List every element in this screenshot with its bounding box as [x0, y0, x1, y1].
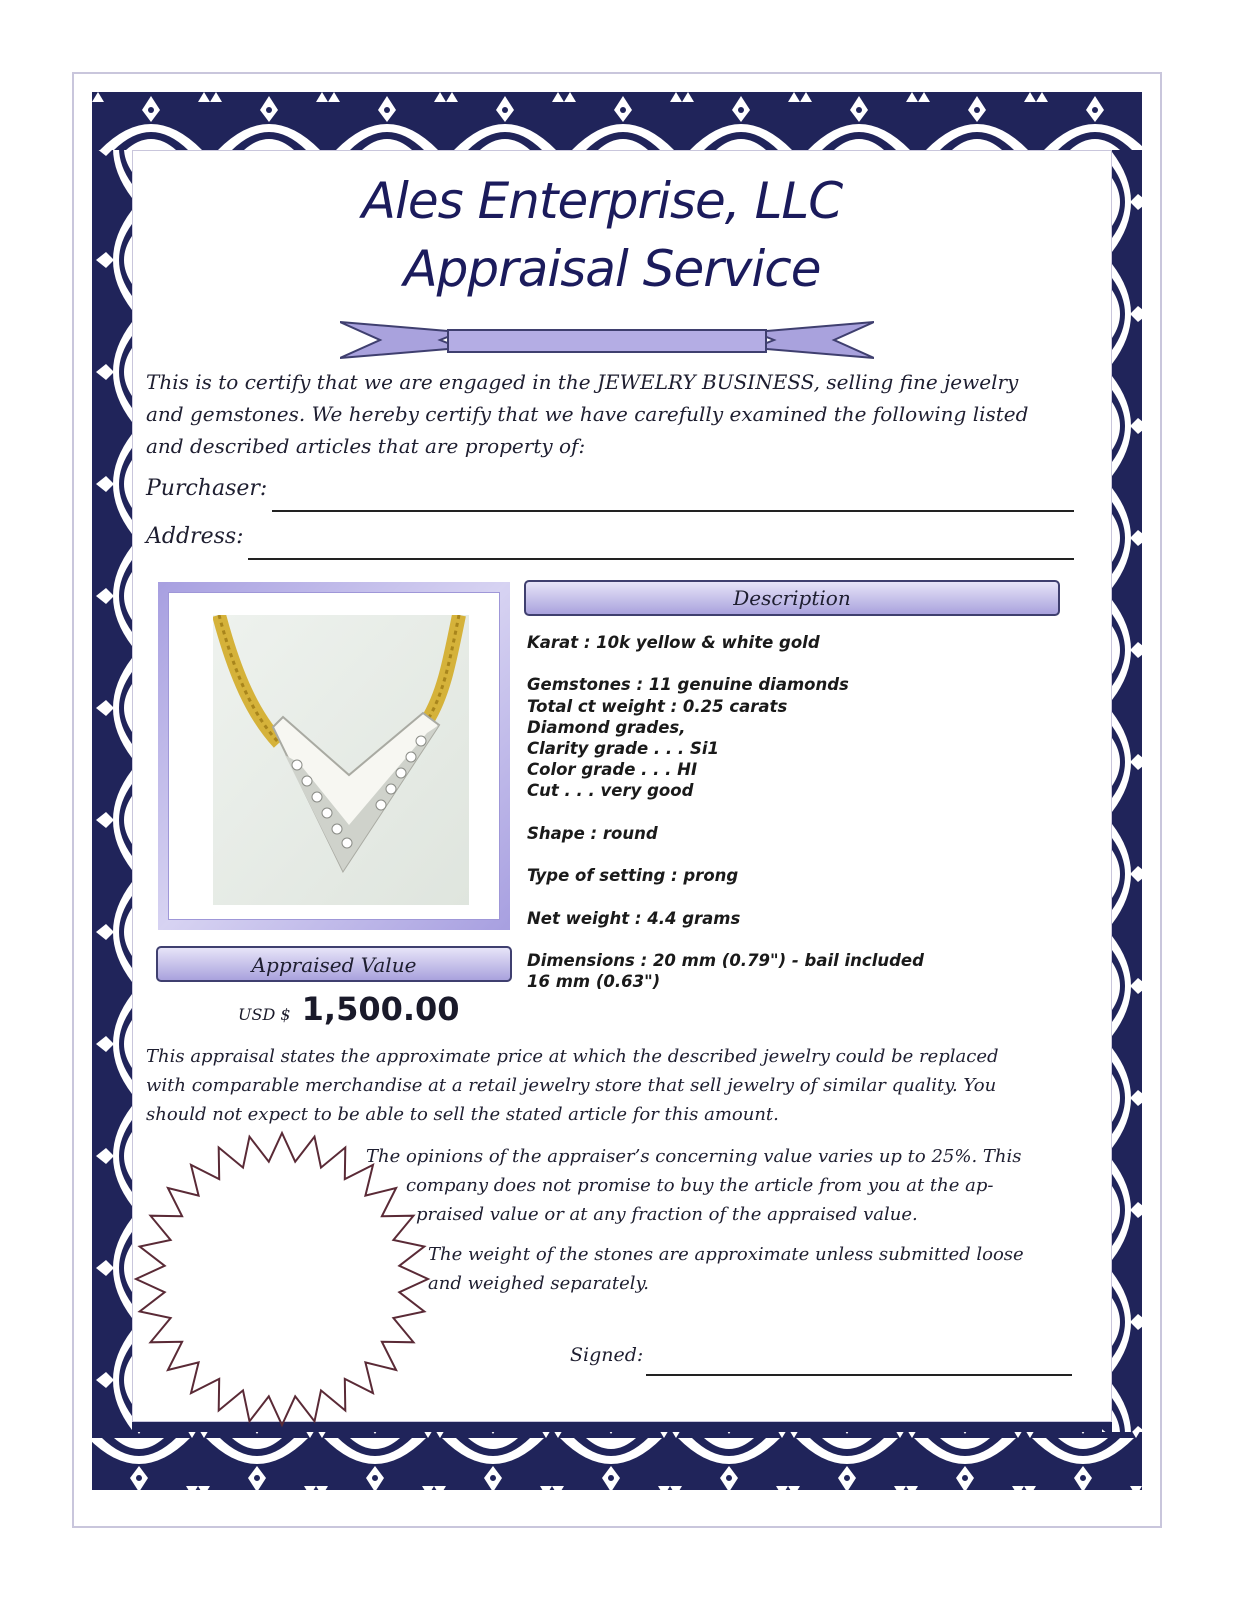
setting-type: Type of setting : prong [527, 866, 739, 886]
total-weight: Total ct weight : 0.25 carats [527, 696, 788, 716]
value-amount: 1,500.00 [301, 990, 460, 1028]
clarity-grade: Clarity grade . . . Si1 [527, 739, 719, 758]
karat: Karat : 10k yellow & white gold [527, 633, 820, 652]
replacement-disclaimer [146, 1042, 1076, 1129]
disclaimer-line: The weight of the stones are approximate unless submitted loose [428, 1244, 1024, 1265]
intro-line: This is to certify that we are engaged in the JEWELRY BUSINESS, selling fine jewelry [146, 370, 1019, 394]
ribbon-decoration [340, 318, 874, 362]
opinion-disclaimer [366, 1142, 1066, 1229]
signed-label: Signed: [570, 1344, 644, 1366]
company-name: Ales Enterprise, LLC [361, 172, 843, 230]
purchaser-line[interactable] [272, 510, 1074, 512]
gemstones: Gemstones : 11 genuine diamonds [527, 675, 849, 695]
disclaimer-line: should not expect to be able to sell the stated article for this amount. [146, 1104, 779, 1125]
appraised-value-label: Appraised Value [251, 953, 417, 977]
description-heading: Description [733, 586, 851, 610]
disclaimer-line: This appraisal states the approximate price at which the described jewelry could be replaced [146, 1046, 999, 1067]
disclaimer-line: with comparable merchandise at a retail jewelry store that sell jewelry of similar quality. You [146, 1075, 997, 1096]
address-line[interactable] [248, 558, 1074, 560]
color-grade: Color grade . . . HI [527, 760, 698, 780]
currency: USD $ [238, 1005, 291, 1024]
signature-line[interactable] [646, 1374, 1072, 1376]
disclaimer-line: company does not promise to buy the article from you at the ap- [406, 1175, 994, 1196]
purchaser-label: Purchaser: [146, 476, 268, 501]
address-label: Address: [146, 524, 244, 549]
diamond-grades: Diamond grades, [527, 717, 686, 737]
net-weight: Net weight : 4.4 grams [527, 908, 741, 928]
description-header [524, 580, 1060, 616]
certification-intro [146, 366, 1076, 462]
photo-frame [158, 582, 510, 930]
intro-line: and described articles that are property of: [146, 434, 586, 458]
appraised-value [238, 990, 460, 1028]
description-details [527, 632, 1047, 992]
cut-grade: Cut . . . very good [527, 781, 694, 801]
disclaimer-line: praised value or at any fraction of the appraised value. [416, 1204, 918, 1225]
appraised-value-header [156, 946, 512, 982]
necklace-photo [168, 592, 500, 920]
service-title: Appraisal Service [403, 240, 821, 298]
shape: Shape : round [527, 823, 658, 843]
dimensions: Dimensions : 20 mm (0.79") - bail included [527, 950, 924, 970]
necklace-image [213, 615, 469, 905]
weight-disclaimer [428, 1240, 1068, 1298]
intro-line: and gemstones. We hereby certify that we have carefully examined the following listed [146, 402, 1029, 426]
dimensions: 16 mm (0.63") [527, 972, 661, 992]
disclaimer-line: The opinions of the appraiser’s concerning value varies up to 25%. This [366, 1146, 1022, 1167]
disclaimer-line: and weighed separately. [428, 1273, 650, 1294]
